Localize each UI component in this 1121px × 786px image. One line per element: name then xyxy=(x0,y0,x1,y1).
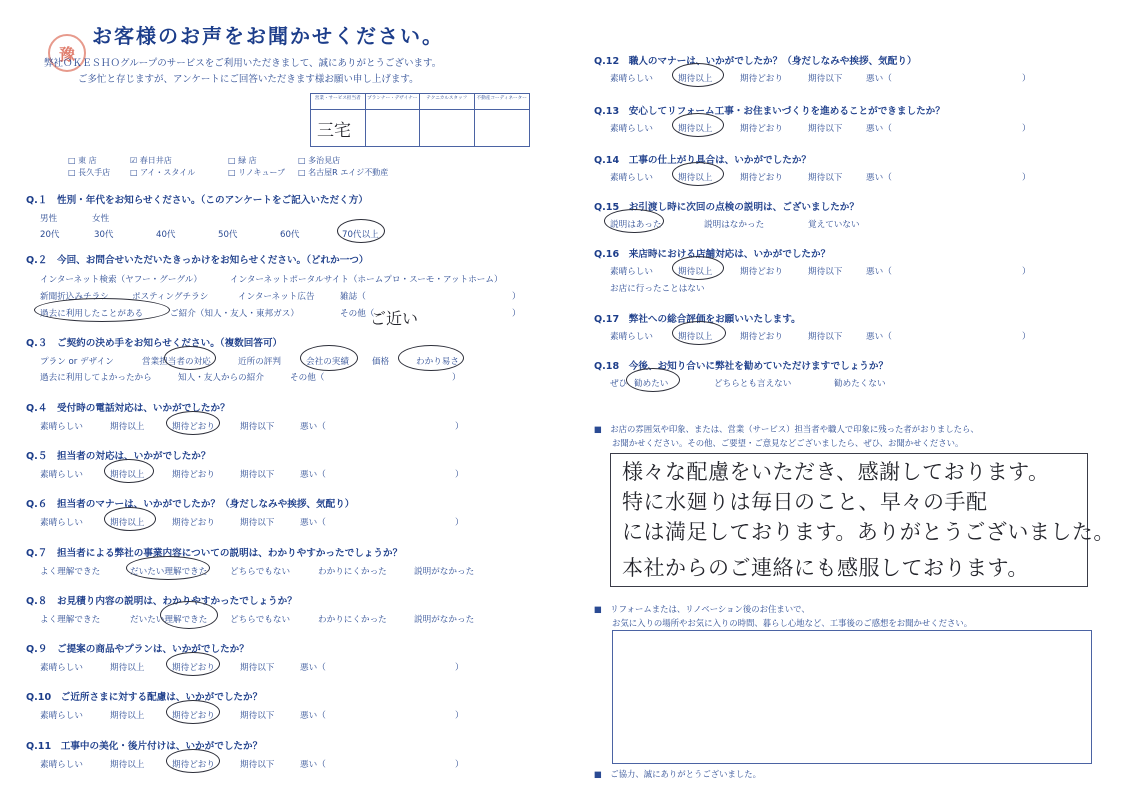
q17-opt-close: ） xyxy=(1022,332,1031,342)
q2-title: Q.２ 今回、お問合せいただいたきっかけをお知らせください。（どれか一つ） xyxy=(26,255,369,266)
q4-title: Q.４ 受付時の電話対応は、いかがでしたか？ xyxy=(26,403,230,414)
q11-opt-above[interactable]: 期待以上 xyxy=(110,760,145,770)
q12-opt-close: ） xyxy=(1022,74,1031,84)
q15-title: Q.15 お引渡し時に次回の点検の説明は、ございましたか？ xyxy=(594,202,859,213)
answer-circle-q2 xyxy=(34,298,170,322)
answer-circle-q15 xyxy=(604,209,664,233)
q10-opt-expected[interactable]: 期待どおり xyxy=(172,711,215,721)
q4-opt-excellent[interactable]: 素晴らしい xyxy=(40,422,83,432)
q2-write-in: ご近い xyxy=(370,309,419,328)
q3-track-record[interactable]: 会社の実績 xyxy=(306,357,349,367)
company-seal-stamp: 豫 xyxy=(48,34,86,72)
q8-opt-hard[interactable]: わかりにくかった xyxy=(318,615,387,625)
q12-opt-bad[interactable]: 悪い（ xyxy=(866,74,892,84)
staff-header-planner: プランナー・デザイナー xyxy=(366,94,421,110)
q2-magazine[interactable]: 雑誌（ xyxy=(340,292,366,302)
staff-header-realestate: 不動産コーディネーター xyxy=(475,94,530,110)
q13-opt-close: ） xyxy=(1022,124,1031,134)
q2-magazine-close: ） xyxy=(512,292,521,302)
q6-opt-excellent[interactable]: 素晴らしい xyxy=(40,518,83,528)
q6-opt-below[interactable]: 期待以下 xyxy=(240,518,275,528)
q1-age-70plus[interactable]: 70代以上 xyxy=(342,230,379,240)
answer-circle-q12 xyxy=(672,63,724,87)
q1-age-30s[interactable]: 30代 xyxy=(94,230,114,240)
answer-circle-q11 xyxy=(166,749,220,773)
q5-opt-close: ） xyxy=(455,470,464,480)
q3-past-good[interactable]: 過去に利用してよかったから xyxy=(40,373,152,383)
q7-title: Q.７ 担当者による弊社の事業内容についての説明は、わかりやすかったでしょうか？ xyxy=(26,548,403,559)
footer-thanks: ■ ご協力、誠にありがとうございました。 xyxy=(594,769,762,779)
answer-circle-q3-sales xyxy=(164,346,216,370)
comment2-lead-1: ■ リフォームまたは、リノベーション後のお住まいで、 xyxy=(594,604,810,614)
q13-title: Q.13 安心してリフォーム工事・お住まいづくりを進めることができましたか？ xyxy=(594,106,945,117)
q3-sales-response[interactable]: 営業担当者の対応 xyxy=(142,357,211,367)
q18-opt-definitely[interactable]: ぜひ xyxy=(610,379,628,389)
q1-male[interactable]: 男性 xyxy=(40,214,58,224)
shop-midori[interactable]: □ 緑 店 xyxy=(228,156,257,165)
staff-header-technical: テクニカルスタッフ xyxy=(420,94,475,110)
q8-opt-understood[interactable]: よく理解できた xyxy=(40,615,101,625)
q3-price[interactable]: 価格 xyxy=(372,357,390,367)
q9-opt-excellent[interactable]: 素晴らしい xyxy=(40,663,83,673)
q5-opt-above[interactable]: 期待以上 xyxy=(110,470,145,480)
q8-opt-mostly[interactable]: だいたい理解できた xyxy=(130,615,208,625)
q12-title: Q.12 職人のマナーは、いかがでしたか？（身だしなみや挨拶、気配り） xyxy=(594,56,917,67)
page-title: お客様のお声をお聞かせください。 xyxy=(92,24,444,48)
q2-internet-search[interactable]: インターネット検索（ヤフー・グーグル） xyxy=(40,275,202,285)
q14-title: Q.14 工事の仕上がり具合は、いかがでしたか？ xyxy=(594,155,812,166)
q3-friend-referral[interactable]: 知人・友人からの紹介 xyxy=(178,373,264,383)
q5-title: Q.５ 担当者の対応は、いかがでしたか？ xyxy=(26,451,211,462)
q12-opt-expected[interactable]: 期待どおり xyxy=(740,74,783,84)
q14-opt-above[interactable]: 期待以上 xyxy=(678,173,713,183)
staff-header-sales: 営業・サービス担当者 xyxy=(311,94,366,110)
q12-opt-above[interactable]: 期待以上 xyxy=(678,74,713,84)
q17-opt-expected[interactable]: 期待どおり xyxy=(740,332,783,342)
q17-opt-above[interactable]: 期待以上 xyxy=(678,332,713,342)
q14-opt-excellent[interactable]: 素晴らしい xyxy=(610,173,653,183)
q4-opt-above[interactable]: 期待以上 xyxy=(110,422,145,432)
q18-opt-recommend[interactable]: 勧めたい xyxy=(634,379,669,389)
answer-circle-q7 xyxy=(126,556,210,580)
answer-circle-q17 xyxy=(672,321,726,345)
q17-opt-excellent[interactable]: 素晴らしい xyxy=(610,332,653,342)
q7-opt-understood[interactable]: よく理解できた xyxy=(40,567,101,577)
answer-circle-q13 xyxy=(672,113,724,137)
q12-opt-below[interactable]: 期待以下 xyxy=(808,74,843,84)
comment2-lead-2: お気に入りの場所やお気に入りの時間、暮らし心地など、工事後のご感想をお聞かせください。 xyxy=(612,618,973,628)
q17-title: Q.17 弊社への総合評価をお願いいたします。 xyxy=(594,314,801,325)
shop-east[interactable]: □ 東 店 xyxy=(68,156,97,165)
q4-opt-expected[interactable]: 期待どおり xyxy=(172,422,215,432)
q9-opt-above[interactable]: 期待以上 xyxy=(110,663,145,673)
answer-circle-q6 xyxy=(104,507,156,531)
q3-title: Q.３ ご契約の決め手をお知らせください。（複数回答可） xyxy=(26,338,283,349)
shop-nagakute[interactable]: □ 長久手店 xyxy=(68,168,111,177)
staff-sales-name: 三宅 xyxy=(317,121,351,141)
q6-opt-above[interactable]: 期待以上 xyxy=(110,518,145,528)
shop-i-style[interactable]: □ アイ・スタイル xyxy=(130,168,196,177)
q15-opt-yes[interactable]: 説明はあった xyxy=(610,220,662,230)
q11-opt-expected[interactable]: 期待どおり xyxy=(172,760,215,770)
q7-opt-hard[interactable]: わかりにくかった xyxy=(318,567,387,577)
q15-opt-forgot[interactable]: 覚えていない xyxy=(808,220,860,230)
q10-opt-close: ） xyxy=(455,711,464,721)
q14-opt-expected[interactable]: 期待どおり xyxy=(740,173,783,183)
q3-reputation[interactable]: 近所の評判 xyxy=(238,357,281,367)
q8-opt-neutral[interactable]: どちらでもない xyxy=(230,615,291,625)
shop-kasugai[interactable]: ☑ 春日井店 xyxy=(130,156,172,165)
answer-circle-q4 xyxy=(166,411,220,435)
q9-opt-below[interactable]: 期待以下 xyxy=(240,663,275,673)
q10-opt-excellent[interactable]: 素晴らしい xyxy=(40,711,83,721)
q13-opt-excellent[interactable]: 素晴らしい xyxy=(610,124,653,134)
q3-plan-design[interactable]: プラン or デザイン xyxy=(40,357,114,367)
q7-opt-mostly[interactable]: だいたい理解できた xyxy=(130,567,208,577)
q17-opt-below[interactable]: 期待以下 xyxy=(808,332,843,342)
answer-circle-q16 xyxy=(672,256,724,280)
q4-opt-bad[interactable]: 悪い（ xyxy=(300,422,326,432)
q4-opt-close: ） xyxy=(455,422,464,432)
q15-opt-no[interactable]: 説明はなかった xyxy=(704,220,765,230)
q14-opt-close: ） xyxy=(1022,173,1031,183)
q1-age-50s[interactable]: 50代 xyxy=(218,230,238,240)
staff-cell-technical[interactable] xyxy=(420,110,475,146)
q16-opt-bad[interactable]: 悪い（ xyxy=(866,267,892,277)
q2-referral[interactable]: ご紹介（知人・友人・東邦ガス） xyxy=(170,309,299,319)
q5-opt-excellent[interactable]: 素晴らしい xyxy=(40,470,83,480)
q5-opt-expected[interactable]: 期待どおり xyxy=(172,470,215,480)
q9-opt-close: ） xyxy=(455,663,464,673)
q9-opt-expected[interactable]: 期待どおり xyxy=(172,663,215,673)
answer-circle-q5 xyxy=(104,459,154,483)
q9-title: Q.９ ご提案の商品やプランは、いかがでしたか？ xyxy=(26,644,249,655)
q3-clarity[interactable]: わかり易さ xyxy=(416,357,459,367)
q16-opt-excellent[interactable]: 素晴らしい xyxy=(610,267,653,277)
q16-opt-above[interactable]: 期待以上 xyxy=(678,267,713,277)
q5-opt-below[interactable]: 期待以下 xyxy=(240,470,275,480)
q14-opt-below[interactable]: 期待以下 xyxy=(808,173,843,183)
q1-age-60s[interactable]: 60代 xyxy=(280,230,300,240)
q6-opt-expected[interactable]: 期待どおり xyxy=(172,518,215,528)
q18-opt-neutral[interactable]: どちらとも言えない xyxy=(714,379,792,389)
staff-table xyxy=(310,93,530,147)
q6-opt-close: ） xyxy=(455,518,464,528)
intro-line-1: 弊社ＯＫＥＳＨＯグループのサービスをご利用いただきまして、誠にありがとうございます。 xyxy=(44,58,442,69)
comment1-line-4: 本社からのご連絡にも感服しております。 xyxy=(622,556,1029,580)
q2-internet-ad[interactable]: インターネット広告 xyxy=(238,292,315,302)
shop-nagoya-r-age[interactable]: □ 名古屋R エイジ不動産 xyxy=(298,168,389,177)
q2-other[interactable]: その他（ xyxy=(340,309,375,319)
q2-other-close: ） xyxy=(512,309,521,319)
q13-opt-above[interactable]: 期待以上 xyxy=(678,124,713,134)
q11-opt-excellent[interactable]: 素晴らしい xyxy=(40,760,83,770)
q1-age-20s[interactable]: 20代 xyxy=(40,230,60,240)
answer-circle-q1 xyxy=(337,219,385,243)
q17-opt-bad[interactable]: 悪い（ xyxy=(866,332,892,342)
q16-title: Q.16 来店時における店舗対応は、いかがでしたか？ xyxy=(594,249,831,260)
q3-other[interactable]: その他（ xyxy=(290,373,325,383)
q18-opt-not[interactable]: 勧めたくない xyxy=(834,379,886,389)
comment1-line-1: 様々な配慮をいただき、感謝しております。 xyxy=(622,460,1050,484)
staff-cell-sales[interactable] xyxy=(311,110,366,146)
answer-circle-q3-clarity xyxy=(398,345,464,371)
q1-title: Q.１ 性別・年代をお知らせください。（このアンケートをご記入いただく方） xyxy=(26,195,368,206)
q18-title: Q.18 今後、お知り合いに弊社を勧めていただけますでしょうか？ xyxy=(594,361,889,372)
q13-opt-expected[interactable]: 期待どおり xyxy=(740,124,783,134)
comment1-lead-2: お聞かせください。その他、ご要望・ご意見などございましたら、ぜひ、お聞かせください。 xyxy=(612,438,964,448)
answer-circle-q3-record xyxy=(300,345,358,371)
q16-opt-below[interactable]: 期待以下 xyxy=(808,267,843,277)
q14-opt-bad[interactable]: 悪い（ xyxy=(866,173,892,183)
q4-opt-below[interactable]: 期待以下 xyxy=(240,422,275,432)
q3-other-close: ） xyxy=(452,373,461,383)
q10-opt-below[interactable]: 期待以下 xyxy=(240,711,275,721)
q9-opt-bad[interactable]: 悪い（ xyxy=(300,663,326,673)
shop-tajimi[interactable]: □ 多治見店 xyxy=(298,156,341,165)
q11-opt-close: ） xyxy=(455,760,464,770)
q8-title: Q.８ お見積り内容の説明は、わかりやすかったでしょうか？ xyxy=(26,596,297,607)
q5-opt-bad[interactable]: 悪い（ xyxy=(300,470,326,480)
comment1-line-2: 特に水廻りは毎日のこと、早々の手配 xyxy=(622,490,988,514)
answer-circle-q9 xyxy=(166,652,220,676)
q13-opt-below[interactable]: 期待以下 xyxy=(808,124,843,134)
staff-cell-realestate[interactable] xyxy=(475,110,530,146)
q12-opt-excellent[interactable]: 素晴らしい xyxy=(610,74,653,84)
q11-opt-below[interactable]: 期待以下 xyxy=(240,760,275,770)
q2-posting-flyer[interactable]: ポスティングチラシ xyxy=(132,292,209,302)
q11-title: Q.11 工事中の美化・後片付けは、いかがでしたか？ xyxy=(26,741,263,752)
q1-female[interactable]: 女性 xyxy=(92,214,110,224)
q16-opt-close: ） xyxy=(1022,267,1031,277)
comment2-box[interactable] xyxy=(612,630,1092,764)
answer-circle-q14 xyxy=(672,162,724,186)
answer-circle-q18 xyxy=(626,368,680,392)
q6-title: Q.６ 担当者のマナーは、いかがでしたか？（身だしなみや挨拶、気配り） xyxy=(26,499,355,510)
q16-opt-never-visited[interactable]: お店に行ったことはない xyxy=(610,284,705,294)
q13-opt-bad[interactable]: 悪い（ xyxy=(866,124,892,134)
staff-cell-planner[interactable] xyxy=(366,110,421,146)
answer-circle-q10 xyxy=(166,700,220,724)
q1-age-40s[interactable]: 40代 xyxy=(156,230,176,240)
q2-portal-site[interactable]: インターネットポータルサイト（ホームプロ・スーモ・アットホーム） xyxy=(230,275,503,285)
q2-newspaper-flyer[interactable]: 新聞折込みチラシ xyxy=(40,292,109,302)
q2-past-user[interactable]: 過去に利用したことがある xyxy=(40,309,144,319)
q11-opt-bad[interactable]: 悪い（ xyxy=(300,760,326,770)
answer-circle-q8 xyxy=(160,601,218,629)
q7-opt-neutral[interactable]: どちらでもない xyxy=(230,567,291,577)
q8-opt-none[interactable]: 説明がなかった xyxy=(414,615,475,625)
q10-title: Q.10 ご近所さまに対する配慮は、いかがでしたか？ xyxy=(26,692,263,703)
q10-opt-bad[interactable]: 悪い（ xyxy=(300,711,326,721)
shop-renocube[interactable]: □ リノキューブ xyxy=(228,168,286,177)
comment1-lead-1: ■ お店の雰囲気や印象、または、営業（サービス）担当者や職人で印象に残った者がおりましたら、 xyxy=(594,424,979,434)
q10-opt-above[interactable]: 期待以上 xyxy=(110,711,145,721)
q6-opt-bad[interactable]: 悪い（ xyxy=(300,518,326,528)
q16-opt-expected[interactable]: 期待どおり xyxy=(740,267,783,277)
comment1-line-3: には満足しております。ありがとうございました。 xyxy=(622,520,1115,544)
intro-line-2: ご多忙と存じますが、アンケートにご回答いただきます様お願い申し上げます。 xyxy=(78,74,419,85)
q7-opt-none[interactable]: 説明がなかった xyxy=(414,567,475,577)
